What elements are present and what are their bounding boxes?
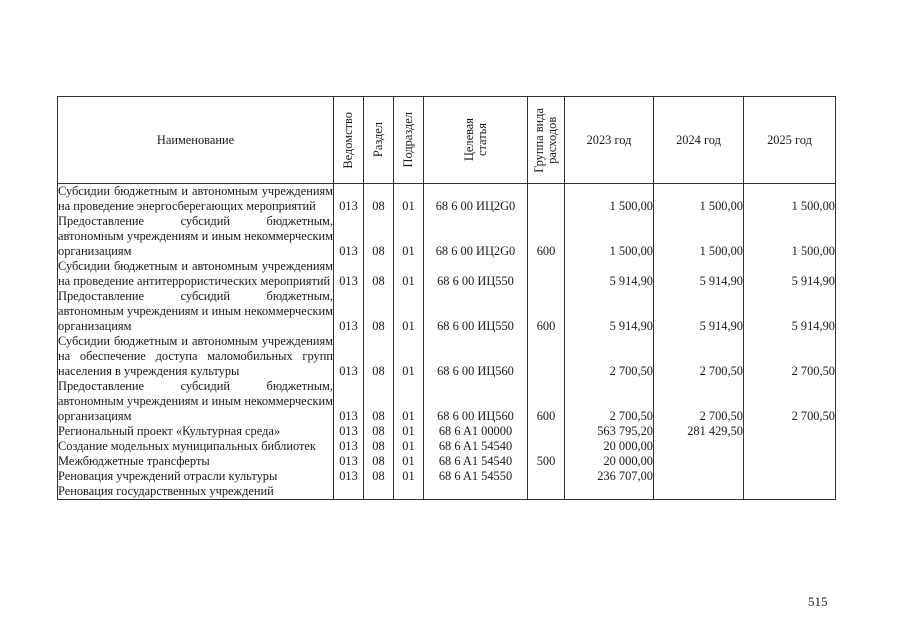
table-cell-razdel: 08 [364,454,394,469]
table-cell-podrazdel: 01 [394,184,424,215]
table-cell-razdel: 08 [364,214,394,259]
table-row [58,214,836,259]
table-row [58,424,836,439]
table-cell-2023: 236 707,00 [565,469,654,484]
header-expense-group: Группа вида расходов [528,97,565,184]
table-cell-name: Субсидии бюджетным и автономным учреждениям на обеспечение доступа маломобильных групп населения в учреждения культуры [58,334,333,378]
table-cell-2024 [654,469,744,484]
table-cell-vedomstvo: 013 [334,334,364,379]
table-cell-2024: 5 914,90 [654,259,744,289]
table-cell-target-article: 68 6 00 ИЦ550 [424,289,528,334]
table-cell-2024: 1 500,00 [654,214,744,259]
header-name: Наименование [58,97,334,184]
table-cell-2025: 2 700,50 [744,379,836,424]
table-cell-2025: 2 700,50 [744,334,836,379]
table-cell-name: Субсидии бюджетным и автономным учреждениям на проведение энергосберегающих мероприятий [58,184,333,213]
table-cell-2023: 5 914,90 [565,259,654,289]
table-row [58,289,836,334]
table-cell-2025 [744,439,836,454]
table-cell-podrazdel: 01 [394,259,424,289]
table-cell-2025 [744,484,836,500]
table-cell-expense-group: 500 [528,454,565,469]
table-row [58,439,836,454]
table-cell-target-article: 68 6 A1 54540 [424,454,528,469]
table-cell-2023: 2 700,50 [565,334,654,379]
table-cell-target-article: 68 6 A1 54540 [424,439,528,454]
table-cell-2025: 1 500,00 [744,184,836,215]
table-cell-2023: 2 700,50 [565,379,654,424]
table-cell-razdel: 08 [364,289,394,334]
table-cell-2025 [744,454,836,469]
table-cell-podrazdel: 01 [394,379,424,424]
table-cell-target-article: 68 6 00 ИЦ2G0 [424,184,528,215]
table-cell-2024: 2 700,50 [654,334,744,379]
table-cell-name: Межбюджетные трансферты [58,454,334,469]
page-number: 515 [808,594,828,609]
table-cell-podrazdel: 01 [394,454,424,469]
table-row [58,184,836,215]
table-row [58,379,836,424]
table-cell-target-article: 68 6 00 ИЦ560 [424,334,528,379]
table-cell-target-article: 68 6 00 ИЦ2G0 [424,214,528,259]
table-header-row [58,97,836,184]
table-cell-2023: 563 795,20 [565,424,654,439]
table-cell-name: Предоставление субсидий бюджетным, автономным учреждениям и иным некоммерческим организациям [58,379,333,423]
header-target-article: Целевая статья [424,97,528,184]
table-row [58,454,836,469]
table-cell-vedomstvo: 013 [334,454,364,469]
table-cell-vedomstvo: 013 [334,289,364,334]
table-cell-vedomstvo [334,484,364,500]
table-cell-target-article: 68 6 00 ИЦ560 [424,379,528,424]
table-cell-expense-group [528,334,565,379]
table-cell-name: Реновация государственных учреждений [58,484,334,500]
table-cell-podrazdel: 01 [394,289,424,334]
table-cell-expense-group: 600 [528,214,565,259]
table-cell-podrazdel [394,484,424,500]
table-cell-2025 [744,469,836,484]
table-cell-vedomstvo: 013 [334,379,364,424]
table-cell-2023: 20 000,00 [565,439,654,454]
table-cell-podrazdel: 01 [394,439,424,454]
header-2025: 2025 год [744,97,836,184]
table-cell-podrazdel: 01 [394,424,424,439]
table-cell-razdel: 08 [364,334,394,379]
budget-table [57,96,836,500]
header-2023: 2023 год [565,97,654,184]
header-razdel: Раздел [364,97,394,184]
table-cell-2025: 5 914,90 [744,289,836,334]
table-cell-podrazdel: 01 [394,469,424,484]
table-cell-2025: 5 914,90 [744,259,836,289]
table-cell-2023: 5 914,90 [565,289,654,334]
table-row [58,334,836,379]
table-cell-2023: 1 500,00 [565,214,654,259]
table-cell-2023: 20 000,00 [565,454,654,469]
table-cell-expense-group [528,184,565,215]
table-cell-razdel [364,484,394,500]
table-cell-2024 [654,484,744,500]
table-cell-name: Субсидии бюджетным и автономным учреждениям на проведение антитеррористических мероприятий [58,259,333,288]
table-cell-2024: 281 429,50 [654,424,744,439]
table-cell-expense-group [528,469,565,484]
table-cell-name: Предоставление субсидий бюджетным, автономным учреждениям и иным некоммерческим организациям [58,289,333,333]
table-row [58,484,836,500]
table-cell-2024 [654,454,744,469]
table-cell-vedomstvo: 013 [334,184,364,215]
table-cell-2023 [565,484,654,500]
table-row [58,259,836,289]
table-row [58,469,836,484]
table-cell-2025 [744,424,836,439]
table-cell-2024: 5 914,90 [654,289,744,334]
table-cell-expense-group [528,484,565,500]
table-cell-vedomstvo: 013 [334,214,364,259]
header-podrazdel: Подраздел [394,97,424,184]
table-cell-razdel: 08 [364,439,394,454]
table-cell-razdel: 08 [364,259,394,289]
table-cell-podrazdel: 01 [394,214,424,259]
table-cell-target-article: 68 6 A1 00000 [424,424,528,439]
table-cell-name: Реновация учреждений отрасли культуры [58,469,334,484]
table-cell-2024 [654,439,744,454]
table-cell-target-article: 68 6 A1 54550 [424,469,528,484]
header-vedomstvo: Ведомство [334,97,364,184]
table-cell-vedomstvo: 013 [334,424,364,439]
table-cell-2024: 2 700,50 [654,379,744,424]
header-2024: 2024 год [654,97,744,184]
table-cell-expense-group [528,259,565,289]
table-cell-2023: 1 500,00 [565,184,654,215]
table-cell-razdel: 08 [364,469,394,484]
table-cell-name: Региональный проект «Культурная среда» [58,424,334,439]
table-cell-target-article [424,484,528,500]
table-cell-vedomstvo: 013 [334,439,364,454]
table-cell-2024: 1 500,00 [654,184,744,215]
table-cell-expense-group [528,424,565,439]
table-cell-expense-group [528,439,565,454]
table-cell-expense-group: 600 [528,379,565,424]
table-cell-vedomstvo: 013 [334,469,364,484]
table-cell-expense-group: 600 [528,289,565,334]
table-cell-razdel: 08 [364,184,394,215]
table-cell-name: Предоставление субсидий бюджетным, автономным учреждениям и иным некоммерческим организациям [58,214,333,258]
table-cell-razdel: 08 [364,379,394,424]
table-cell-target-article: 68 6 00 ИЦ550 [424,259,528,289]
table-cell-name: Создание модельных муниципальных библиотек [58,439,334,454]
table-cell-razdel: 08 [364,424,394,439]
table-cell-vedomstvo: 013 [334,259,364,289]
table-cell-2025: 1 500,00 [744,214,836,259]
table-cell-podrazdel: 01 [394,334,424,379]
